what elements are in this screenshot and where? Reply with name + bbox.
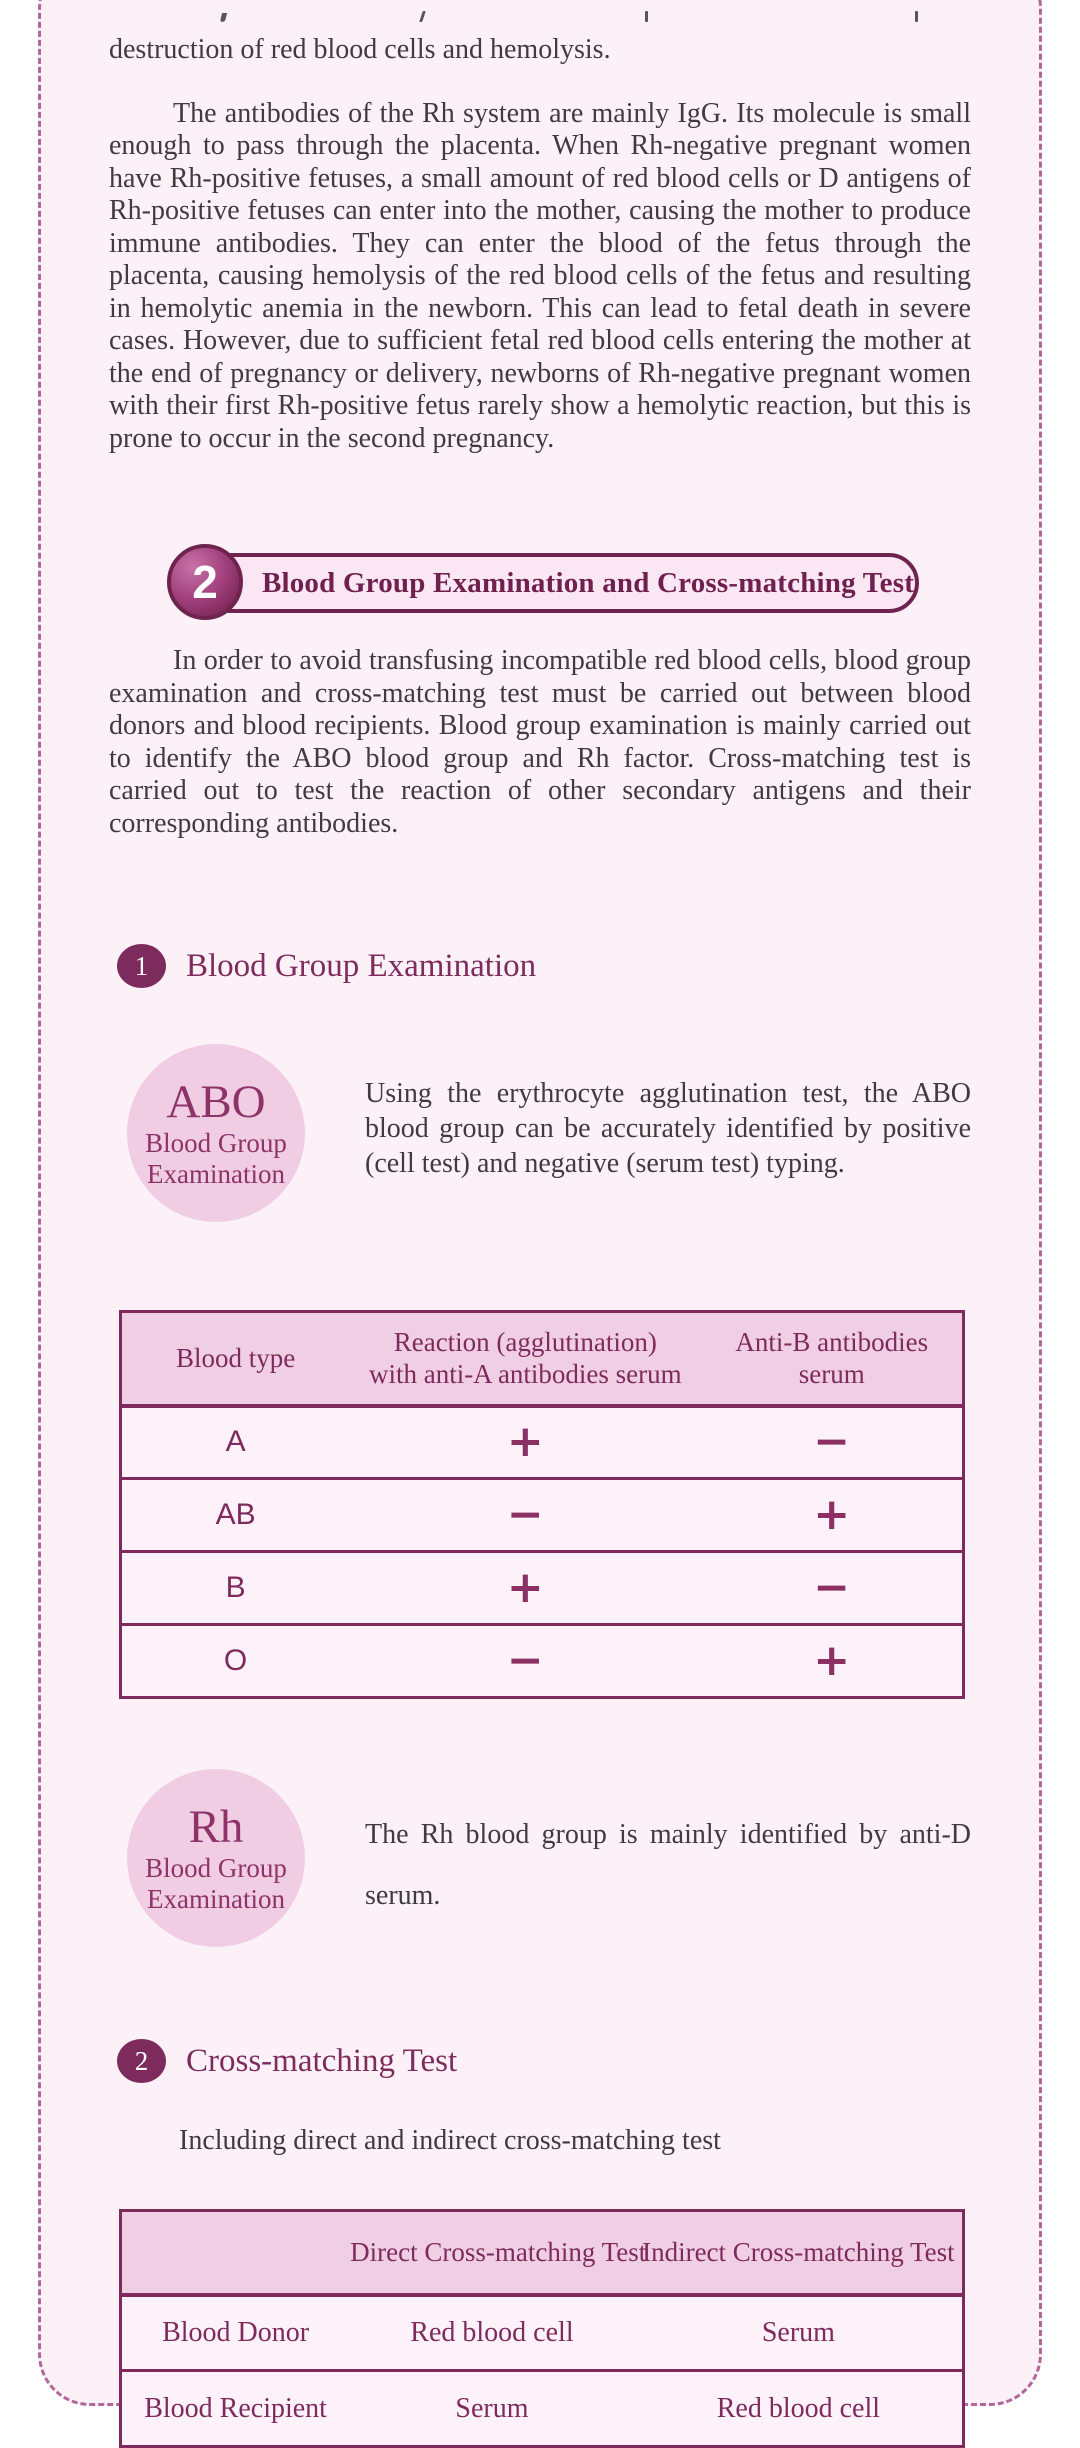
blood-type-cell: A [225,1425,246,1459]
table-row [121,1406,964,1479]
abo-circle-title: ABO [166,1076,266,1128]
anti-b-result: + [813,1489,851,1540]
indirect-cell: Serum [761,2316,835,2348]
rh-circle-title: Rh [188,1801,244,1853]
col-anti-b: Anti-B antibodies serum [735,1327,929,1390]
rh-circle-line2: Examination [147,1884,285,1914]
blood-type-cell: O [223,1644,248,1677]
anti-a-result: − [506,1635,544,1686]
anti-a-result: + [506,1562,544,1613]
abo-circle-line1: Blood Group [145,1128,287,1158]
section-number-badge: 2 [167,544,243,620]
abo-circle-line2: Examination [147,1159,285,1189]
paragraph-hemolysis-end: destruction of red blood cells and hemolysis. [109,34,611,65]
rh-circle-line1: Blood Group [145,1853,287,1883]
table-row [121,2295,964,2371]
section-header [171,548,919,614]
abo-feature-row [109,1044,971,1222]
section-header-pill [171,553,919,613]
anti-a-result: − [506,1489,544,1540]
cross-matching-intro: Including direct and indirect cross-matching test [179,2125,721,2156]
col-indirect: Indirect Cross-matching Test [642,2237,955,2268]
direct-cell: Serum [455,2392,529,2424]
abo-description: Using the erythrocyte agglutination test, the ABO blood group can be accurately identified by positive (cell test) and negative (serum test) typing. [365,1078,971,1179]
row-label: Blood Recipient [144,2392,327,2424]
cross-matching-table [119,2209,965,2448]
rh-circle [127,1769,305,1947]
rh-description-line2: serum. [365,1880,441,1911]
subheading-label: Blood Group Examination [186,947,537,984]
blood-type-cell: AB [215,1498,256,1531]
row-label: Blood Donor [162,2316,310,2348]
rh-feature-row [109,1769,971,1947]
table-header-row [121,2211,964,2295]
rh-description-line1: The Rh blood group is mainly identified by anti-D [365,1819,971,1850]
direct-cell: Red blood cell [410,2316,574,2348]
col-blood-type: Blood type [175,1343,296,1374]
clipped-text-fragment [109,11,971,25]
col-direct: Direct Cross-matching Test [350,2237,647,2268]
table-header-row [121,1312,964,1406]
subheading-label: Cross-matching Test [186,2042,458,2079]
anti-b-result: + [813,1635,851,1686]
content-panel [38,0,1042,2424]
anti-b-result: − [813,1416,851,1468]
indirect-cell: Red blood cell [716,2392,881,2424]
subheading-number-badge: 1 [117,944,166,988]
paragraph-section-intro: In order to avoid transfusing incompatible red blood cells, blood group examination and cross-matching test must be carried out between blood donors and blood recipients. Blood group examination is mainly carried out to identify the ABO blood group and Rh factor. Cross-matching test is carried out to test the reaction of other secondary antigens and their corresponding antibodies. [109,645,971,839]
subheading-blood-group-examination [117,944,971,988]
col-empty [121,2211,350,2295]
abo-reaction-table [119,1310,965,1699]
section-title: Blood Group Examination and Cross-matching Test [261,566,915,599]
table-row [121,2371,964,2447]
paragraph-rh-antibodies: The antibodies of the Rh system are mainly IgG. Its molecule is small enough to pass through the placenta. When Rh-negative pregnant women have Rh-positive fetuses, a small amount of red blood cells or D antigens of Rh-positive fetuses can enter into the mother, causing the mother to produce immune antibodies. They can enter the blood of the fetus through the placenta, causing hemolysis of the red blood cells of the fetus and resulting in hemolytic anemia in the newborn. This can lead to fetal death in severe cases. However, due to sufficient fetal red blood cells entering the mother at the end of pregnancy or delivery, newborns of Rh-negative pregnant women with their first Rh-positive fetus rarely show a hemolytic reaction, but this is prone to occur in the second pregnancy. [109,97,971,454]
table-row [121,1552,964,1625]
table-row [121,1479,964,1552]
rh-description [365,1817,971,1947]
subheading-cross-matching-test [117,2039,971,2083]
table-row [121,1625,964,1698]
blood-type-cell: B [225,1571,246,1604]
col-anti-a: Reaction (agglutination) with anti-A antibodies serum [368,1327,682,1390]
abo-circle [127,1044,305,1222]
anti-b-result: − [813,1562,851,1613]
subheading-number-badge: 2 [117,2039,166,2083]
anti-a-result: + [506,1416,544,1468]
